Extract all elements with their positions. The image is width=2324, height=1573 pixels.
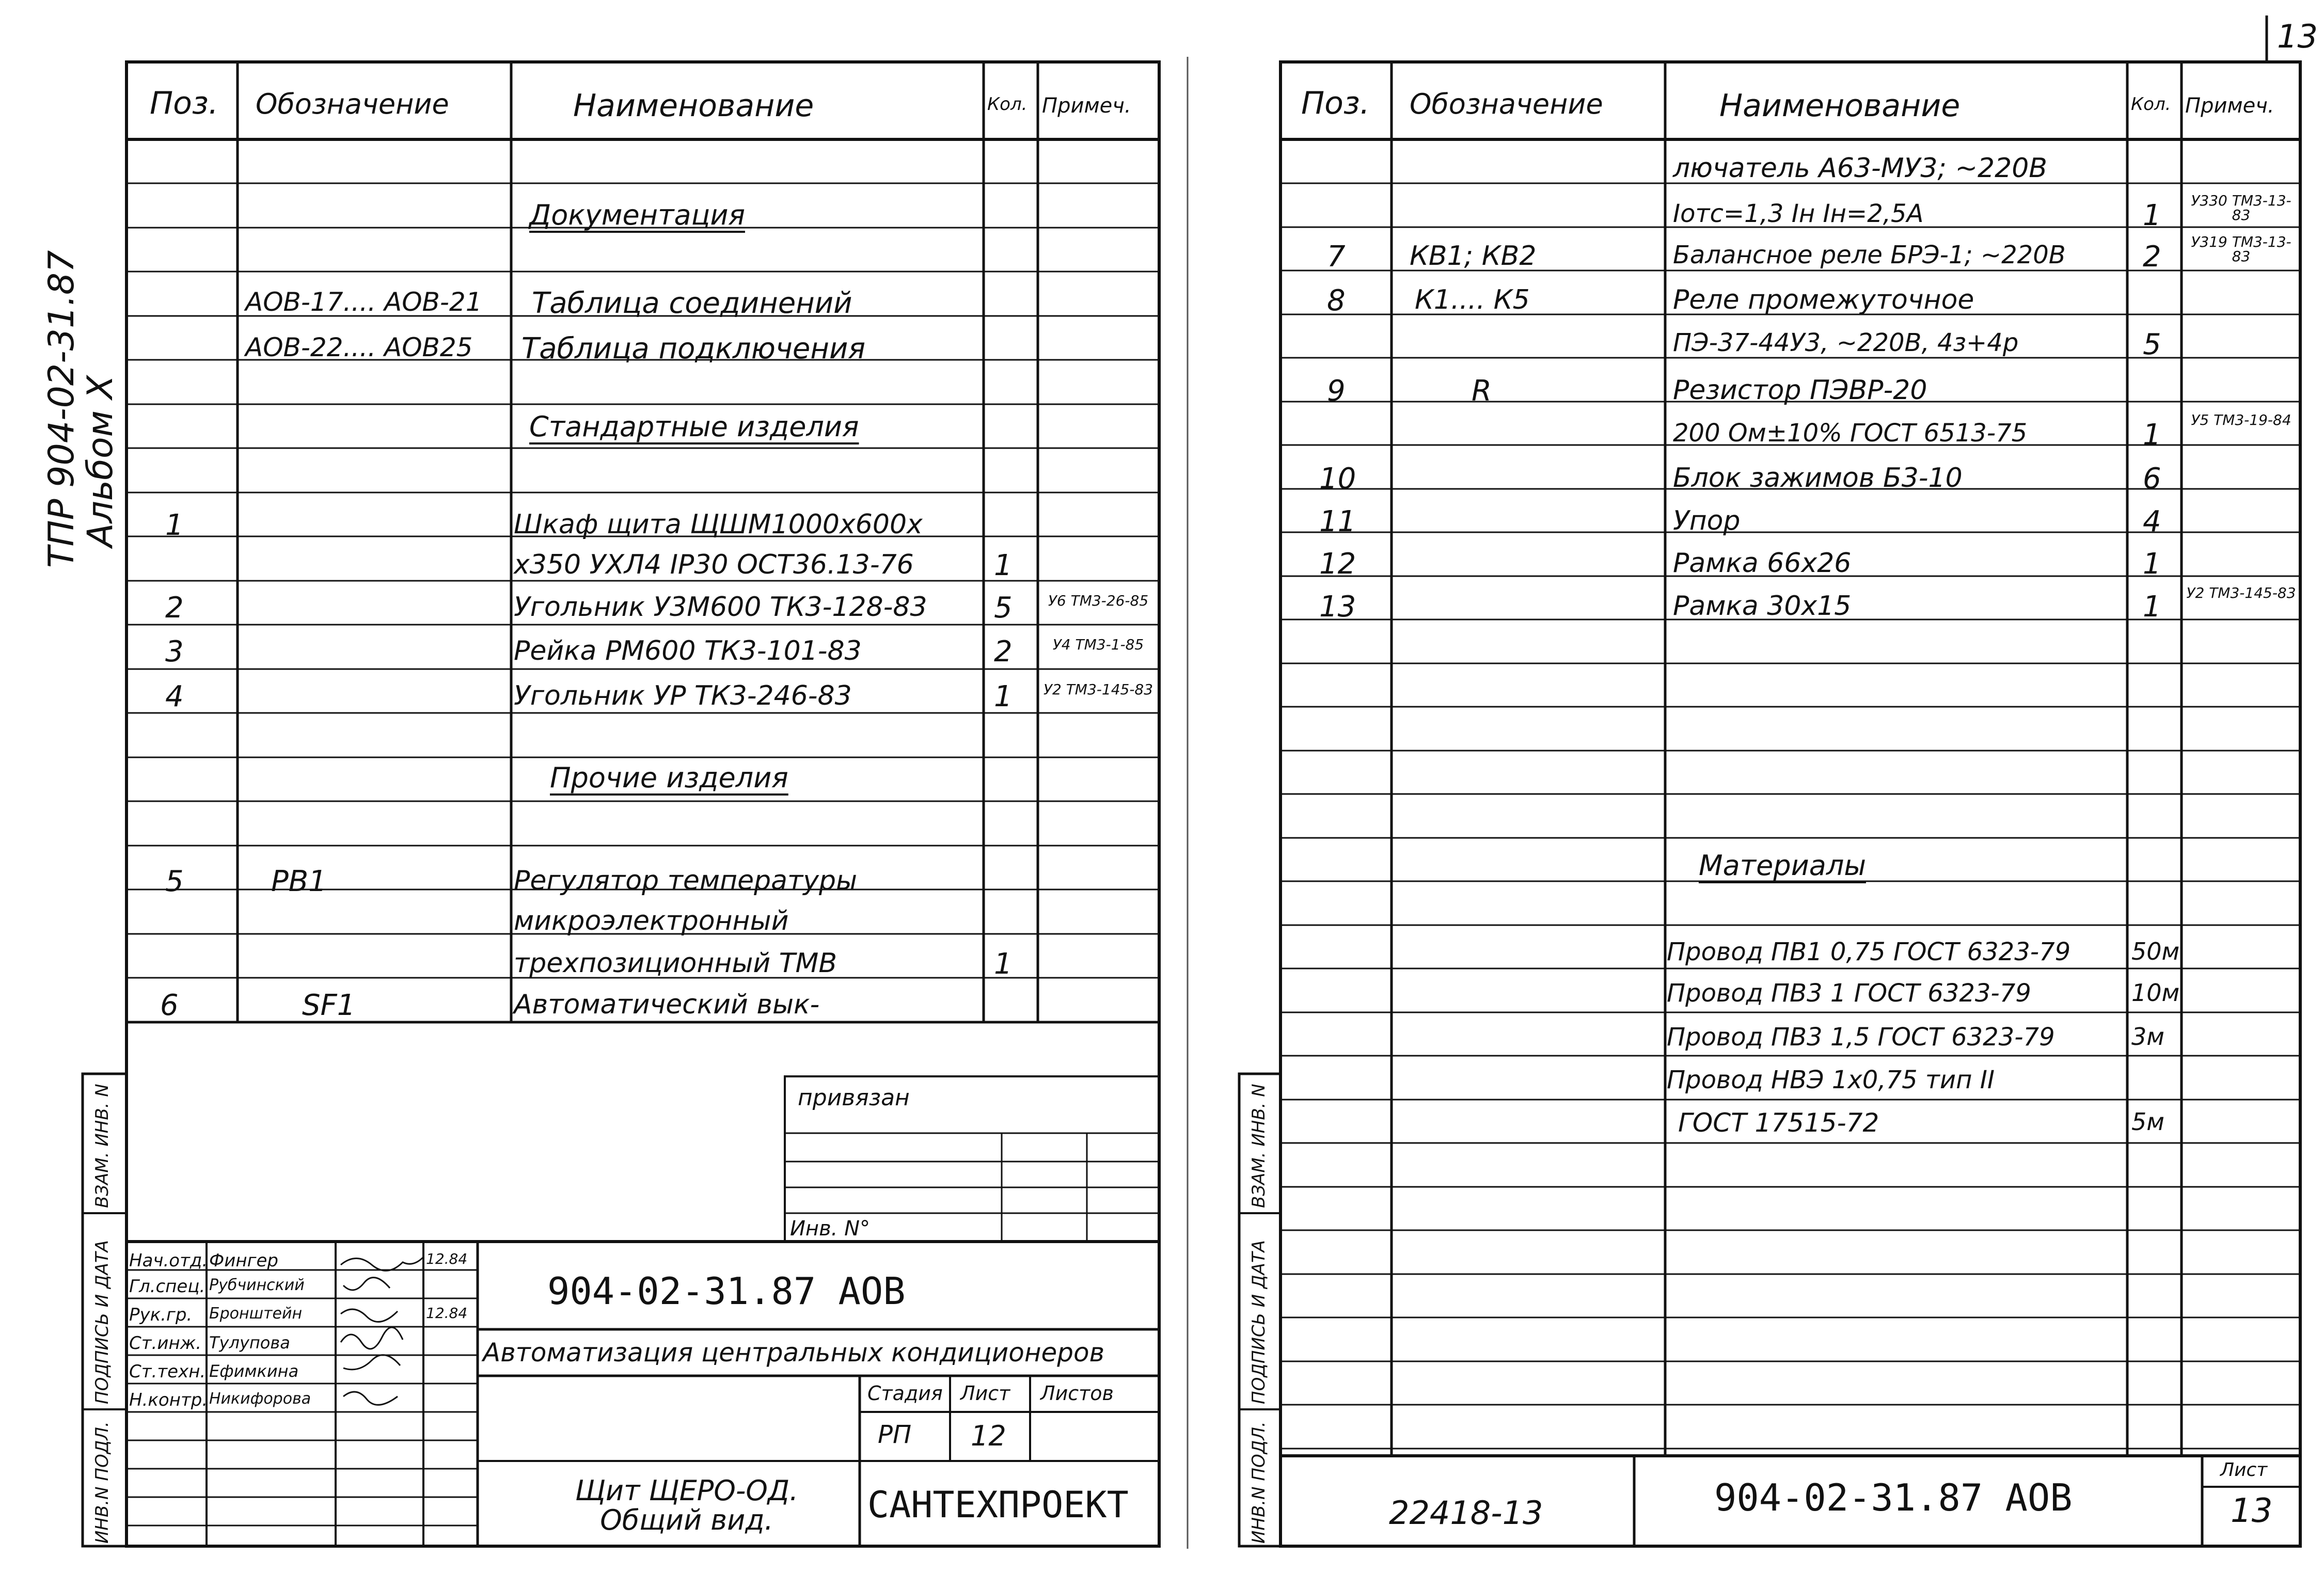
sig-date-3: 12.84 bbox=[426, 1305, 468, 1322]
right-name-7: 200 Ом±10% ГОСТ 6513-75 bbox=[1673, 419, 2028, 448]
left-name-7: Угольник У3М600 ТК3-128-83 bbox=[514, 592, 927, 623]
sig-name-6: Никифорова bbox=[209, 1390, 311, 1408]
archive-number: 22418-13 bbox=[1389, 1494, 1543, 1532]
right-qty-7: 1 bbox=[2143, 418, 2161, 452]
sig-name-2: Рубчинский bbox=[209, 1276, 305, 1294]
left-name-3: Таблица подключения bbox=[521, 332, 866, 366]
sheet-label: Лист bbox=[960, 1382, 1010, 1405]
right-qty-5: 5 bbox=[2143, 328, 2161, 361]
right-pos-9: 9 bbox=[1327, 374, 1346, 408]
left-name-13: трехпозиционный ТМВ bbox=[514, 948, 837, 979]
stamp-vzam: ВЗАМ. ИНВ. N bbox=[92, 1084, 113, 1208]
right-name-5: ПЭ-37-44У3, ~220В, 4з+4р bbox=[1673, 328, 2019, 357]
left-pos-5: 5 bbox=[165, 865, 184, 898]
header-note: Примеч. bbox=[1042, 94, 1131, 118]
footer-sheet-label: Лист bbox=[2220, 1459, 2268, 1481]
left-pos-6: 6 bbox=[160, 989, 179, 1022]
right-name-15: Провод ПВ3 1,5 ГОСТ 6323-79 bbox=[1667, 1023, 2055, 1052]
left-note-9: У2 ТМ3-145-83 bbox=[1043, 681, 1153, 698]
sig-role-4: Ст.инж. bbox=[129, 1333, 202, 1354]
header-name: Наименование bbox=[573, 88, 814, 124]
right-name-4: Реле промежуточное bbox=[1673, 284, 1974, 315]
header-note-right: Примеч. bbox=[2185, 94, 2274, 118]
right-name-3: Балансное реле БРЭ-1; ~220В bbox=[1673, 241, 2066, 269]
left-section-docs: Документация bbox=[529, 199, 745, 231]
side-album: Альбом X bbox=[80, 375, 121, 547]
right-pos-12: 12 bbox=[1319, 547, 1356, 581]
footer-sheet-value: 13 bbox=[2231, 1492, 2273, 1530]
page-number: 13 bbox=[2277, 18, 2318, 55]
left-note-8: У4 ТМ3-1-85 bbox=[1052, 636, 1144, 653]
right-name-1: лючатель А63-МУ3; ~220В bbox=[1673, 153, 2047, 184]
sig-name-5: Ефимкина bbox=[209, 1361, 299, 1381]
left-designation-14: SF1 bbox=[302, 989, 356, 1022]
right-name-11: Рамка 30х15 bbox=[1673, 591, 1852, 622]
right-name-13: Провод ПВ1 0,75 ГОСТ 6323-79 bbox=[1667, 938, 2071, 966]
right-pos-8: 8 bbox=[1327, 284, 1346, 317]
organization: САНТЕХПРОЕКТ bbox=[867, 1484, 1129, 1526]
right-qty-11: 1 bbox=[2143, 590, 2161, 624]
header-name-right: Наименование bbox=[1719, 88, 1961, 124]
right-name-17: ГОСТ 17515-72 bbox=[1678, 1108, 1879, 1138]
left-qty-8: 2 bbox=[994, 635, 1013, 669]
header-pos: Поз. bbox=[150, 85, 218, 121]
right-qty-3: 2 bbox=[2143, 240, 2161, 274]
stamp-podpis-right: ПОДПИСЬ И ДАТА bbox=[1248, 1240, 1269, 1404]
right-designation-8: К1.... К5 bbox=[1415, 284, 1530, 315]
left-designation-3: АОВ-22.... АОВ25 bbox=[245, 332, 473, 362]
right-qty-15: 3м bbox=[2131, 1023, 2164, 1051]
sig-name-4: Тулупова bbox=[209, 1333, 290, 1353]
right-pos-7: 7 bbox=[1327, 240, 1346, 274]
left-name-2: Таблица соединений bbox=[532, 287, 852, 320]
right-qty-14: 10м bbox=[2131, 979, 2180, 1007]
left-name-5: Шкаф щита ЩШМ1000х600х bbox=[514, 509, 923, 540]
right-section-materials: Материалы bbox=[1699, 849, 1866, 882]
left-qty-6: 1 bbox=[994, 549, 1013, 582]
header-qty-right: Кол. bbox=[2131, 94, 2171, 115]
right-pos-11: 11 bbox=[1319, 505, 1356, 538]
right-note-11: У2 ТМ3-145-83 bbox=[2186, 584, 2296, 601]
right-note-3: У319 ТМ3-13-83 bbox=[2191, 233, 2291, 265]
right-name-16: Провод НВЭ 1х0,75 тип II bbox=[1667, 1066, 1995, 1094]
sheets-label: Листов bbox=[1040, 1382, 1114, 1405]
right-qty-17: 5м bbox=[2131, 1108, 2164, 1136]
header-qty: Кол. bbox=[987, 94, 1027, 115]
right-note-7: У5 ТМ3-19-84 bbox=[2191, 411, 2291, 428]
right-pos-10: 10 bbox=[1319, 462, 1356, 496]
stage-label: Стадия bbox=[867, 1382, 943, 1405]
left-name-14: Автоматический вык- bbox=[514, 989, 820, 1020]
sig-role-6: Н.контр. bbox=[129, 1390, 208, 1410]
left-pos-3: 3 bbox=[165, 635, 184, 669]
right-designation-9: R bbox=[1472, 374, 1492, 408]
left-name-11: Регулятор температуры bbox=[514, 865, 858, 896]
sig-role-2: Гл.спец. bbox=[129, 1276, 205, 1297]
project-title: Автоматизация центральных кондиционеров bbox=[483, 1338, 1105, 1368]
sig-role-5: Ст.техн. bbox=[129, 1361, 206, 1382]
stamp-vzam-right: ВЗАМ. ИНВ. N bbox=[1248, 1084, 1269, 1208]
right-qty-9: 4 bbox=[2143, 505, 2161, 538]
right-name-14: Провод ПВ3 1 ГОСТ 6323-79 bbox=[1667, 979, 2031, 1008]
left-designation-11: РВ1 bbox=[271, 865, 327, 898]
stamp-inv-podl: ИНВ.N ПОДЛ. bbox=[92, 1421, 113, 1544]
left-section-other: Прочие изделия bbox=[550, 761, 788, 794]
sig-role-1: Нач.отд. bbox=[129, 1250, 208, 1271]
right-designation-7: КВ1; КВ2 bbox=[1410, 241, 1537, 272]
right-qty-10: 1 bbox=[2143, 547, 2161, 581]
right-note-2: У330 ТМ3-13-83 bbox=[2191, 192, 2291, 224]
right-name-8: Блок зажимов Б3-10 bbox=[1673, 463, 1963, 494]
sig-role-3: Рук.гр. bbox=[129, 1305, 193, 1325]
inv-no-label: Инв. N° bbox=[790, 1217, 870, 1241]
side-doc-code: ТПР 904-02-31.87 bbox=[41, 250, 82, 568]
left-qty-7: 5 bbox=[994, 591, 1013, 625]
sig-name-3: Бронштейн bbox=[209, 1305, 303, 1323]
right-qty-13: 50м bbox=[2131, 938, 2180, 965]
sig-date-1: 12.84 bbox=[426, 1250, 468, 1267]
left-name-6: х350 УХЛ4 IР30 ОСТ36.13-76 bbox=[514, 549, 914, 580]
right-qty-2: 1 bbox=[2143, 199, 2161, 232]
drawing-title: Щит ЩЕРО-ОД. Общий вид. bbox=[575, 1474, 799, 1536]
left-pos-4: 4 bbox=[165, 680, 184, 713]
right-qty-8: 6 bbox=[2143, 462, 2161, 496]
stamp-inv-podl-right: ИНВ.N ПОДЛ. bbox=[1248, 1421, 1269, 1544]
right-name-2: Iотс=1,3 Iн Iн=2,5А bbox=[1673, 199, 1924, 228]
left-qty-9: 1 bbox=[994, 680, 1013, 713]
left-designation-2: АОВ-17.... АОВ-21 bbox=[245, 287, 482, 317]
right-pos-13: 13 bbox=[1319, 590, 1356, 624]
left-name-12: микроэлектронный bbox=[514, 905, 789, 936]
header-designation-right: Обозначение bbox=[1410, 88, 1603, 120]
left-name-9: Угольник УР ТК3-246-83 bbox=[514, 680, 852, 711]
privyazan-label: привязан bbox=[798, 1085, 910, 1111]
sheet-value: 12 bbox=[971, 1420, 1006, 1452]
stamp-podpis: ПОДПИСЬ И ДАТА bbox=[92, 1240, 113, 1404]
stage-value: РП bbox=[878, 1420, 912, 1449]
left-note-7: У6 ТМ3-26-85 bbox=[1048, 592, 1149, 609]
sig-name-1: Фингер bbox=[209, 1250, 278, 1271]
right-name-10: Рамка 66х26 bbox=[1673, 548, 1852, 579]
left-name-8: Рейка РМ600 ТК3-101-83 bbox=[514, 635, 862, 666]
header-designation: Обозначение bbox=[256, 88, 449, 120]
footer-doc-code: 904-02-31.87 АОВ bbox=[1714, 1476, 2073, 1519]
right-name-9: Упор bbox=[1673, 505, 1741, 536]
right-name-6: Резистор ПЭВР-20 bbox=[1673, 375, 1927, 406]
left-qty-13: 1 bbox=[994, 947, 1013, 981]
left-pos-2: 2 bbox=[165, 591, 184, 625]
doc-code: 904-02-31.87 АОВ bbox=[547, 1269, 906, 1313]
left-pos-1: 1 bbox=[165, 509, 184, 542]
left-section-standard: Стандартные изделия bbox=[529, 410, 859, 443]
header-pos-right: Поз. bbox=[1301, 85, 1370, 121]
